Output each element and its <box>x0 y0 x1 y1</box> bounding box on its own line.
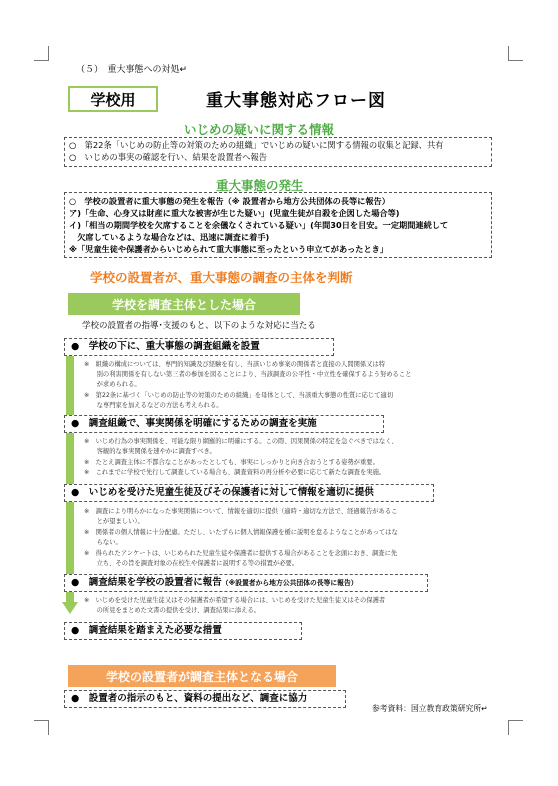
step-box-investigation: ● 調査組織で、事実関係を明確にするための調査を実施 <box>64 415 384 433</box>
suspicion-item: ○ 第22条「いじめの防止等の対策のための組織」でいじめの疑いに関する情報の収集と記録、共有 <box>69 140 444 150</box>
judge-heading: 学校の設置者が、重大事態の調査の主体を判断 <box>90 270 353 285</box>
occurrence-box <box>64 192 492 258</box>
board-case-banner-label: 学校の設置者が調査主体となる場合 <box>105 669 298 684</box>
flow-arrow-shaft <box>66 355 74 603</box>
step-note: の所見をまとめた文書の提供を受け、調査結果に添える。 <box>84 607 261 614</box>
board-case-banner <box>68 665 336 687</box>
step-note: が求められる。 <box>84 381 141 388</box>
step-note: 立ち、その旨を調査対象の在校生や保護者に説明する等の措置が必要。 <box>84 560 299 567</box>
school-case-banner <box>68 293 300 315</box>
step-box-cooperate: ● 設置者の指示のもと、資料の提出など、調査に協力 <box>64 690 346 708</box>
step-note: ※ 得られたアンケートは、いじめられた児童生徒や保護者に提供する場合があることを念頭におき、調査に先 <box>84 550 398 557</box>
step-note: ※ いじめ行為の事実関係を、可能な限り網羅的に明確にする。この際、因果関係の特定を急ぐべきではなく、 <box>84 438 398 445</box>
main-title: 重大事態対応フロー図 <box>206 91 386 111</box>
suspicion-item: ○ いじめの事実の確認を行い、結果を設置者へ報告 <box>69 152 268 162</box>
crop-mark-top-right <box>508 46 523 61</box>
occurrence-line: ア)「生命、心身又は財産に重大な被害が生じた疑い」(児童生徒が自殺を企図した場合等) <box>69 208 400 218</box>
occurrence-line: ※「児童生徒や保護者からいじめられて重大事態に至ったという申立てがあったとき」 <box>69 244 389 254</box>
occurrence-line: 欠席しているような場合などは、迅速に調査に着手) <box>69 232 270 242</box>
flow-arrow-head <box>62 602 78 614</box>
school-use-box <box>68 86 158 112</box>
step-box-report-results <box>64 574 428 592</box>
occurrence-heading: 重大事態の発生 <box>216 178 304 193</box>
suspicion-heading: いじめの疑いに関する情報 <box>184 122 335 137</box>
step-note: ※ 関係者の個人情報に十分配慮。ただし、いたずらに個人情報保護を楯に説明を怠るようなことがあってはな <box>84 529 398 536</box>
step-note: とが望ましい）。 <box>84 518 144 525</box>
step-label: ● 調査結果を学校の設置者に報告 <box>71 577 222 588</box>
step-note: ※ いじめを受けた児童生徒又はその保護者が希望する場合には、いじめを受けた児童生徒又はその保護者 <box>84 597 386 604</box>
step-note: らない。 <box>84 539 122 546</box>
step-box-provide-information: ● いじめを受けた児童生徒及びその保護者に対して情報を適切に提供 <box>64 484 434 502</box>
occurrence-line: イ)「相当の期間学校を欠席することを余儀なくされている疑い」(年間30日を目安。一定期間連続して <box>69 220 449 230</box>
school-case-intro: 学校の設置者の指導･支援のもと、以下のような対応に当たる <box>82 321 316 331</box>
suspicion-box <box>64 137 492 167</box>
step-label-note: （※設置者から地方公共団体の長等に報告） <box>221 579 358 587</box>
step-note: ※ 調査により明らかになった事実関係について、情報を適切に提供（適時・適切な方法で、経過報告があるこ <box>84 508 398 515</box>
crop-mark-bottom-left <box>34 720 49 735</box>
step-note: ※ これまでに学校で先行して調査している場合も、調査資料の再分析や必要に応じて新たな調査を実施。 <box>84 469 386 476</box>
step-note: 別の利害関係を有しない第三者の参加を図ることにより、当該調査の公平性・中立性を確保するよう努めること <box>84 371 412 378</box>
step-note: ※ たとえ調査主体に不都合なことがあったとしても、事実にしっかりと向き合おうとする姿勢が重要。 <box>84 459 379 466</box>
school-use-label: 学校用 <box>90 90 136 109</box>
step-note: 客観的な事実関係を速やかに調査すべき。 <box>84 448 216 455</box>
crop-mark-top-left <box>34 46 49 61</box>
step-box-necessary-measures: ● 調査結果を踏まえた必要な措置 <box>64 622 302 640</box>
step-box-setup-organization: ● 学校の下に、重大事態の調査組織を設置 <box>64 338 334 356</box>
step-note: な専門家を加えるなどの方法も考えられる。 <box>84 402 223 409</box>
crop-mark-bottom-right <box>508 720 523 735</box>
step-note: ※ 第22条に基づく「いじめの防止等の対策のための組織」を母体として、当該重大事態の性質に応じて適切 <box>84 392 394 399</box>
school-case-banner-label: 学校を調査主体とした場合 <box>111 297 256 312</box>
reference-note: 参考資料：国立教育政策研究所↵ <box>372 704 488 713</box>
section-label: （５） 重大事態への対処↵ <box>76 65 188 75</box>
occurrence-line: ○ 学校の設置者に重大事態の発生を報告（※ 設置者から地方公共団体の長等に報告） <box>69 196 390 206</box>
step-note: ※ 組織の構成については、専門的知識及び経験を有し、当該いじめ事案の関係者と直接の人間関係又は特 <box>84 361 386 368</box>
